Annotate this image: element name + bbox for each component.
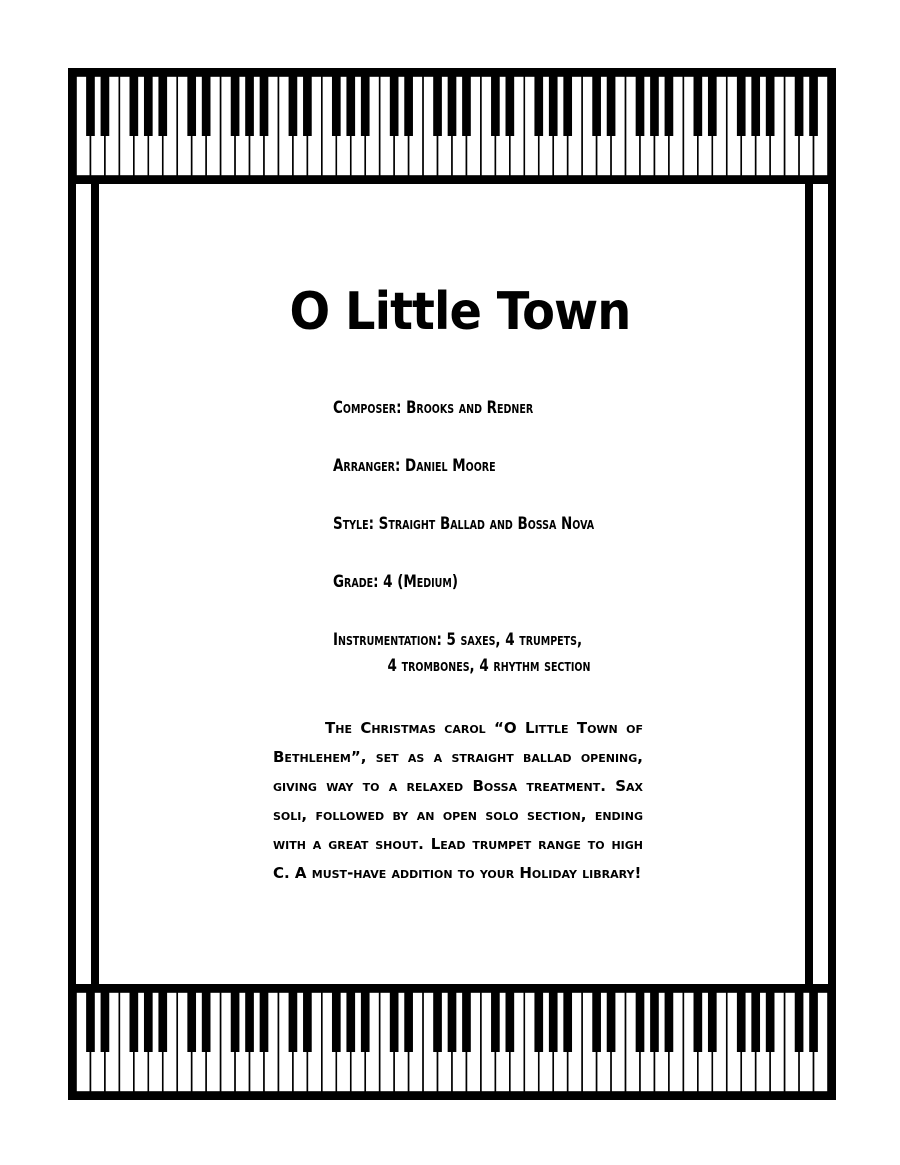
black-key: [592, 992, 601, 1052]
black-key: [636, 76, 645, 136]
instrumentation-line-1: Instrumentation: 5 saxes, 4 trumpets,: [333, 630, 583, 650]
black-key: [491, 992, 500, 1052]
piano-keys-bottom-graphic: [76, 992, 828, 1092]
black-key: [694, 76, 703, 136]
black-key: [187, 76, 196, 136]
content-box: [91, 184, 813, 984]
black-key: [607, 76, 616, 136]
arranger-line: Arranger: Daniel Moore: [333, 456, 496, 476]
black-key: [506, 992, 515, 1052]
black-key: [592, 76, 601, 136]
black-key: [665, 76, 674, 136]
black-key: [260, 76, 269, 136]
black-key: [549, 992, 558, 1052]
black-key: [737, 76, 746, 136]
black-key: [289, 76, 298, 136]
black-key: [361, 992, 370, 1052]
piano-border-frame: [68, 68, 836, 1100]
black-key: [245, 76, 254, 136]
black-key: [390, 992, 399, 1052]
black-key: [563, 76, 572, 136]
black-key: [101, 992, 110, 1052]
black-key: [448, 992, 457, 1052]
black-key: [404, 992, 413, 1052]
black-key: [231, 992, 240, 1052]
black-key: [390, 76, 399, 136]
black-key: [448, 76, 457, 136]
page-title: O Little Town: [289, 282, 631, 342]
black-key: [86, 76, 95, 136]
black-key: [101, 76, 110, 136]
inner-panel: [76, 184, 828, 984]
black-key: [158, 992, 167, 1052]
piano-keyboard-top: [76, 76, 828, 176]
black-key: [607, 992, 616, 1052]
black-key: [144, 992, 153, 1052]
black-key: [708, 992, 717, 1052]
black-key: [332, 76, 341, 136]
black-key: [491, 76, 500, 136]
black-key: [694, 992, 703, 1052]
instrumentation-line-2: 4 trombones, 4 rhythm section: [387, 656, 591, 676]
composer-line: Composer: Brooks and Redner: [333, 398, 534, 418]
black-key: [462, 992, 471, 1052]
style-line: Style: Straight Ballad and Bossa Nova: [333, 514, 595, 534]
black-key: [260, 992, 269, 1052]
black-key: [506, 76, 515, 136]
black-key: [303, 76, 312, 136]
black-key: [303, 992, 312, 1052]
black-key: [751, 76, 760, 136]
black-key: [130, 992, 139, 1052]
black-key: [534, 76, 543, 136]
black-key: [751, 992, 760, 1052]
black-key: [462, 76, 471, 136]
black-key: [766, 76, 775, 136]
piano-keyboard-bottom: [76, 992, 828, 1092]
black-key: [433, 76, 442, 136]
black-key: [346, 992, 355, 1052]
black-key: [202, 76, 211, 136]
black-key: [534, 992, 543, 1052]
black-key: [650, 76, 659, 136]
black-key: [809, 76, 818, 136]
black-key: [433, 992, 442, 1052]
black-key: [636, 992, 645, 1052]
black-key: [289, 992, 298, 1052]
black-key: [795, 992, 804, 1052]
black-key: [361, 76, 370, 136]
description-paragraph: The Christmas carol “O Little Town of Bethlehem”, set as a straight ballad opening, giving way to a relaxed Bossa treatment. Sax soli, followed by an open solo section, ending with a great shout. Lead trumpet range to high C. A must-have addition to your Holiday library!: [273, 719, 643, 882]
instrumentation-block: [333, 630, 590, 676]
black-key: [404, 76, 413, 136]
black-key: [86, 992, 95, 1052]
black-key: [708, 76, 717, 136]
black-key: [809, 992, 818, 1052]
black-key: [187, 992, 196, 1052]
black-key: [737, 992, 746, 1052]
black-key: [144, 76, 153, 136]
black-key: [231, 76, 240, 136]
black-key: [346, 76, 355, 136]
black-key: [549, 76, 558, 136]
black-key: [795, 76, 804, 136]
black-key: [766, 992, 775, 1052]
black-key: [665, 992, 674, 1052]
black-key: [130, 76, 139, 136]
black-key: [563, 992, 572, 1052]
black-key: [332, 992, 341, 1052]
piano-keys-top-graphic: [76, 76, 828, 176]
black-key: [202, 992, 211, 1052]
grade-line: Grade: 4 (Medium): [333, 572, 459, 592]
black-key: [245, 992, 254, 1052]
black-key: [650, 992, 659, 1052]
black-key: [158, 76, 167, 136]
